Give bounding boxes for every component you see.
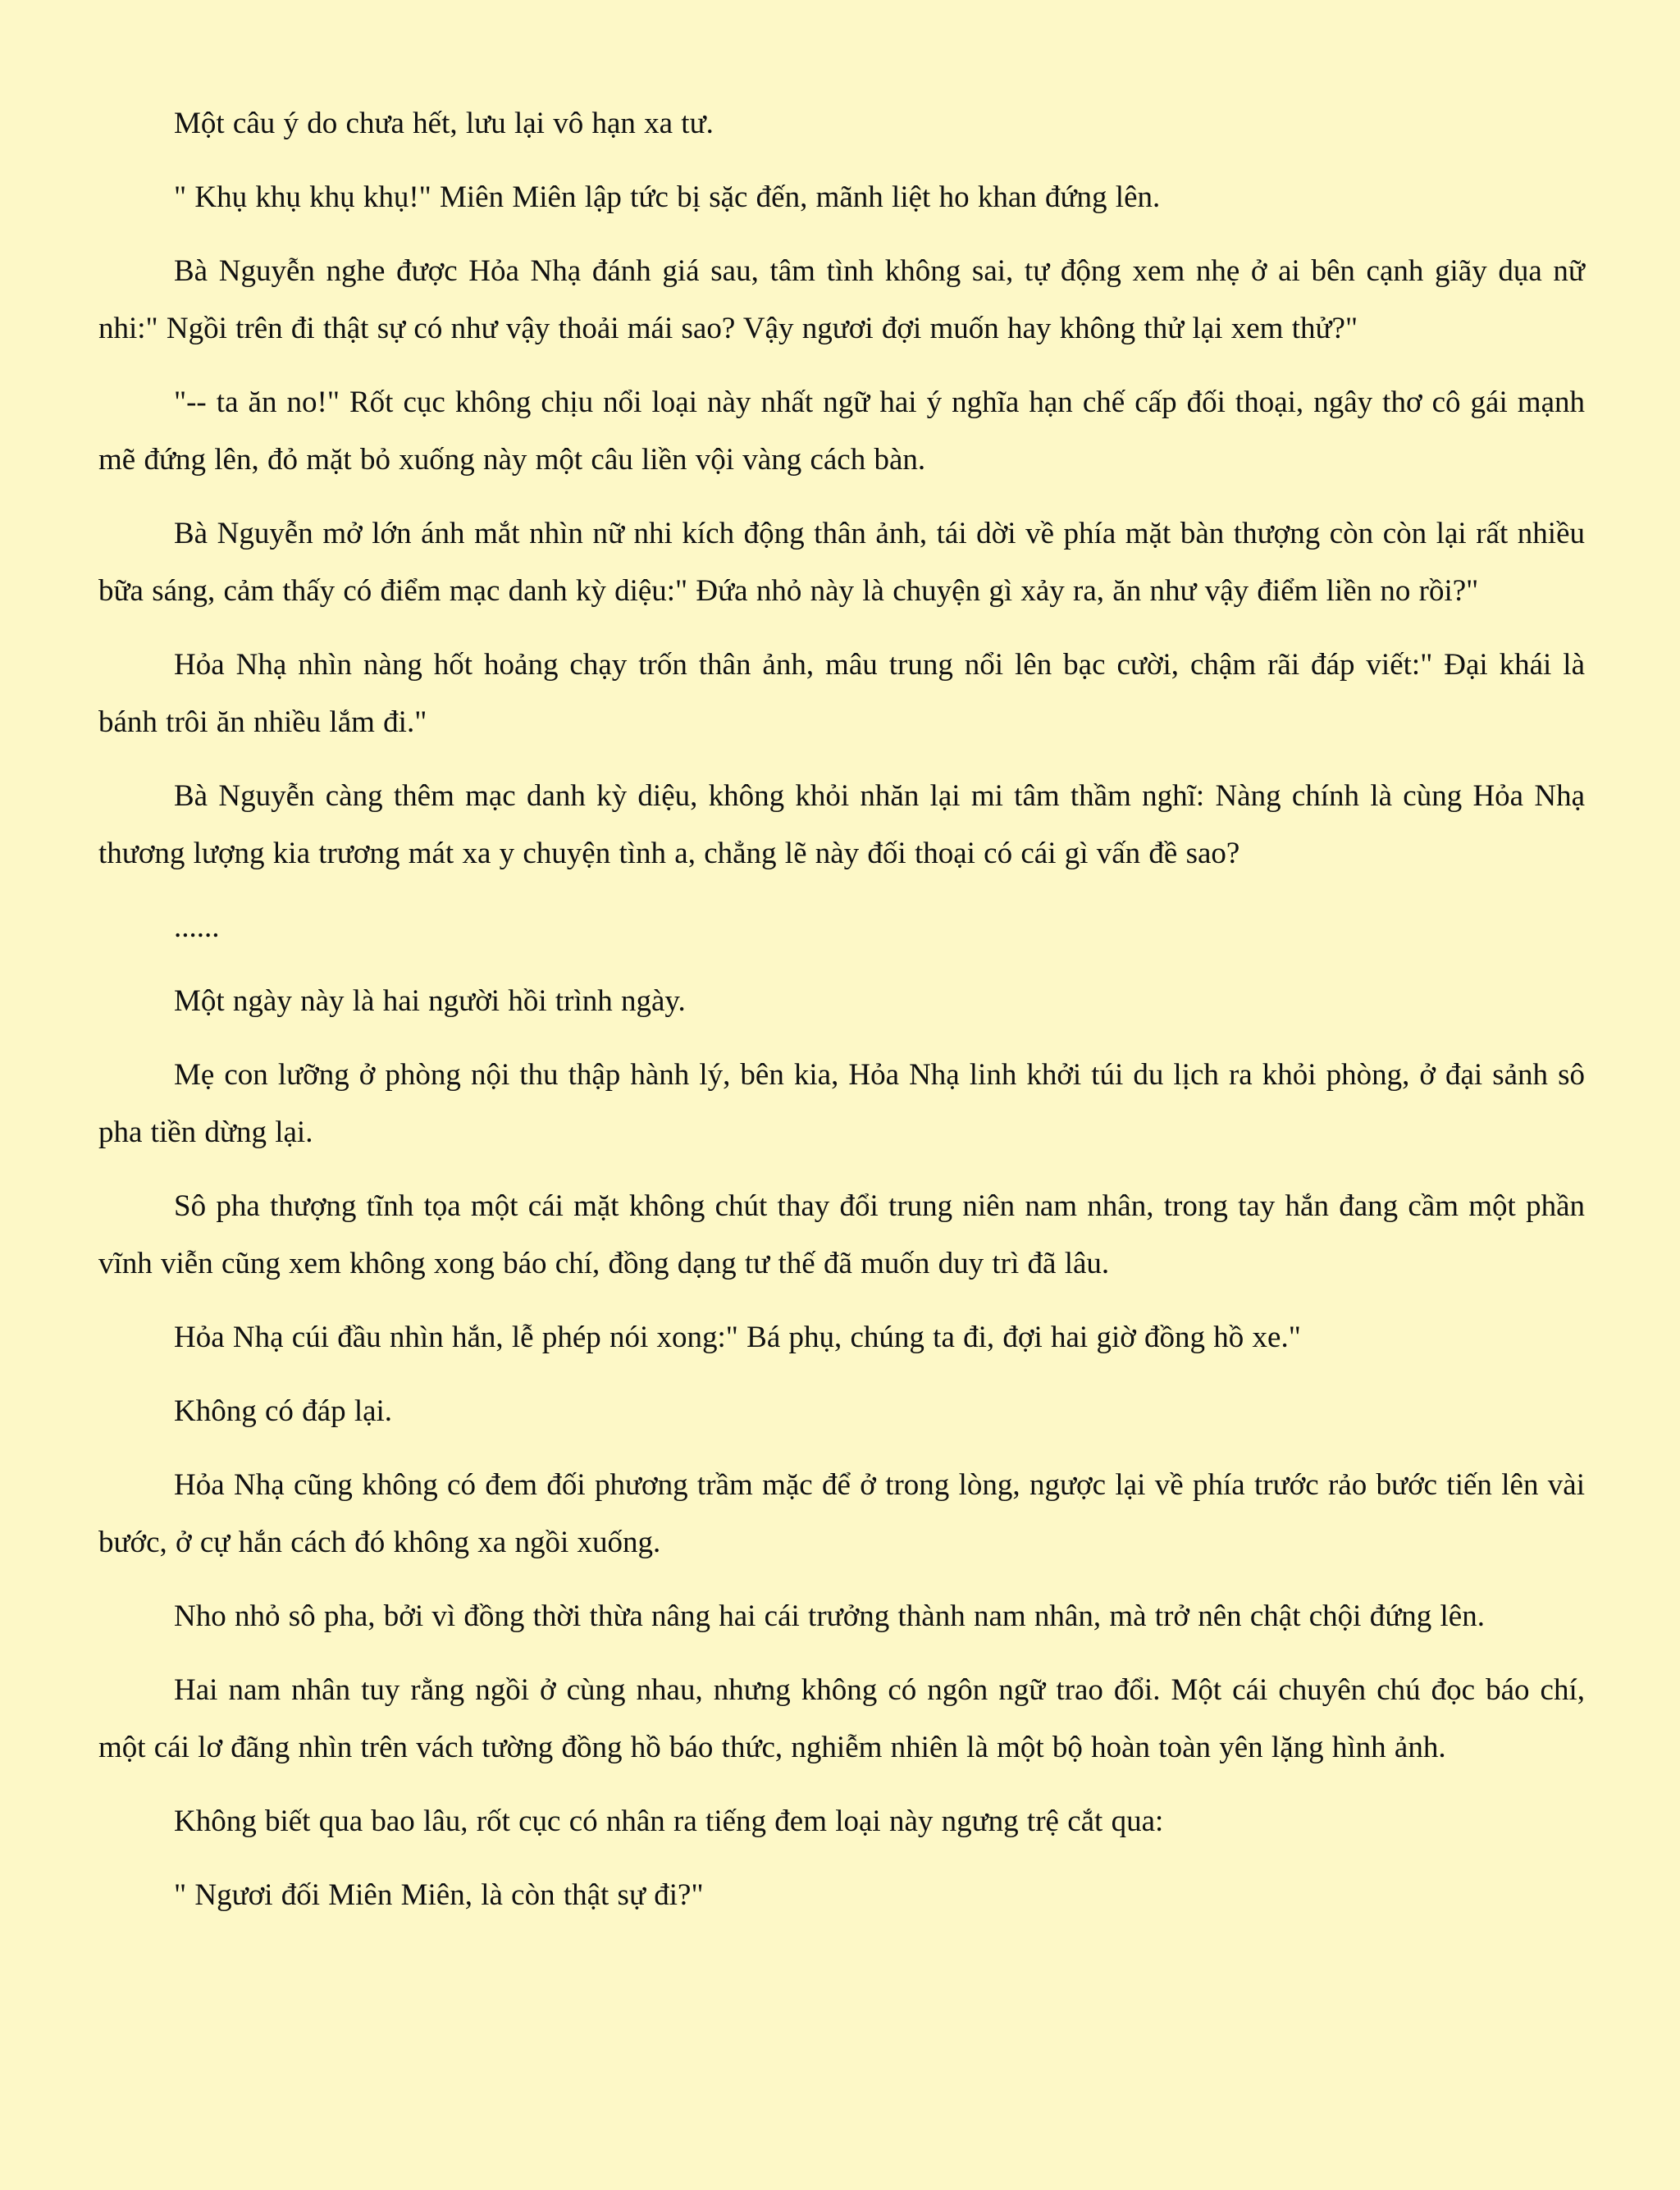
document-page xyxy=(98,95,1585,2105)
paragraph-15: Nho nhỏ sô pha, bởi vì đồng thời thừa nâng hai cái trưởng thành nam nhân, mà trở nên chật chội đứng lên. xyxy=(174,1599,1485,1633)
paragraph-5: Bà Nguyễn mở lớn ánh mắt nhìn nữ nhi kích động thân ảnh, tái dời về phía mặt bàn thượng còn còn lại rất nhiều bữa sáng, cảm thấy có điểm mạc danh kỳ diệu:" Đứa nhỏ này là chuyện gì xảy ra, ăn như vậy điểm liền no rồi?" xyxy=(98,517,1585,608)
paragraph-7: Bà Nguyễn càng thêm mạc danh kỳ diệu, không khỏi nhăn lại mi tâm thầm nghĩ: Nàng chính là cùng Hỏa Nhạ thương lượng kia trương mát xa y chuyện tình a, chẳng lẽ này đối thoại có cái gì vấn đề sao? xyxy=(98,779,1585,870)
paragraph-16: Hai nam nhân tuy rằng ngồi ở cùng nhau, nhưng không có ngôn ngữ trao đổi. Một cái chuyên chú đọc báo chí, một cái lơ đãng nhìn trên vách tường đồng hồ báo thức, nghiễm nhiên là một bộ hoàn toàn yên lặng hình ảnh. xyxy=(98,1673,1585,1764)
paragraph-17: Không biết qua bao lâu, rốt cục có nhân ra tiếng đem loại này ngưng trệ cắt qua: xyxy=(174,1804,1164,1838)
paragraph-14: Hỏa Nhạ cũng không có đem đối phương trầm mặc để ở trong lòng, ngược lại về phía trước rảo bước tiến lên vài bước, ở cự hắn cách đó không xa ngồi xuống. xyxy=(98,1468,1585,1559)
paragraph-11: Sô pha thượng tĩnh tọa một cái mặt không chút thay đổi trung niên nam nhân, trong tay hắn đang cầm một phần vĩnh viễn cũng xem không xong báo chí, đồng dạng tư thế đã muốn duy trì đã lâu. xyxy=(98,1189,1585,1280)
paragraph-8: ...... xyxy=(174,910,220,944)
paragraph-13: Không có đáp lại. xyxy=(174,1394,393,1428)
paragraph-10: Mẹ con lưỡng ở phòng nội thu thập hành lý, bên kia, Hỏa Nhạ linh khởi túi du lịch ra khỏi phòng, ở đại sảnh sô pha tiền dừng lại. xyxy=(98,1058,1585,1149)
paragraph-4: "-- ta ăn no!" Rốt cục không chịu nổi loại này nhất ngữ hai ý nghĩa hạn chế cấp đối thoại, ngây thơ cô gái mạnh mẽ đứng lên, đỏ mặt bỏ xuống này một câu liền vội vàng cách bàn. xyxy=(98,386,1585,477)
paragraph-18: " Ngươi đối Miên Miên, là còn thật sự đi?" xyxy=(174,1878,704,1912)
paragraph-9: Một ngày này là hai người hồi trình ngày. xyxy=(174,984,686,1018)
paragraph-3: Bà Nguyễn nghe được Hỏa Nhạ đánh giá sau, tâm tình không sai, tự động xem nhẹ ở ai bên cạnh giãy dụa nữ nhi:" Ngồi trên đi thật sự có như vậy thoải mái sao? Vậy ngươi đợi muốn hay không thử lại xem thử?" xyxy=(98,254,1585,345)
paragraph-1: Một câu ý do chưa hết, lưu lại vô hạn xa tư. xyxy=(174,107,714,140)
paragraph-6: Hỏa Nhạ nhìn nàng hốt hoảng chạy trốn thân ảnh, mâu trung nổi lên bạc cười, chậm rãi đáp viết:" Đại khái là bánh trôi ăn nhiều lắm đi." xyxy=(98,648,1585,739)
paragraph-2: " Khụ khụ khụ khụ!" Miên Miên lập tức bị sặc đến, mãnh liệt ho khan đứng lên. xyxy=(174,180,1161,214)
paragraph-12: Hỏa Nhạ cúi đầu nhìn hắn, lễ phép nói xong:" Bá phụ, chúng ta đi, đợi hai giờ đồng hồ xe." xyxy=(174,1321,1301,1354)
